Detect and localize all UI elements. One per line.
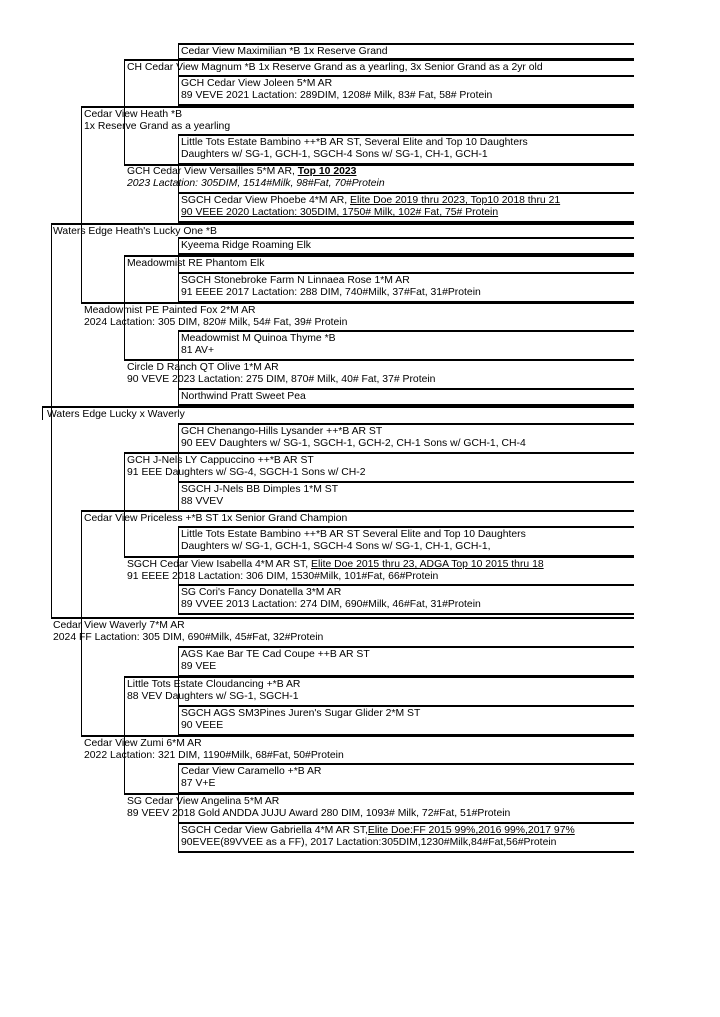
g4-line-16 [178,822,634,824]
g4-line-14 [178,705,634,707]
g4-info: 87 V+E [181,778,216,789]
g4-name: Little Tots Estate Bambino ++*B AR ST Several Elite and Top 10 Daughters [181,529,526,540]
g4-line-12b [178,613,634,615]
g4-line-3 [178,134,634,136]
dds-bracket [178,647,179,734]
g4-entry-6 [181,275,481,299]
g4-line-11 [178,526,634,528]
sss-entry [127,62,543,74]
ds-name: Cedar View Priceless +*B ST 1x Senior Grand Champion [84,513,348,524]
sire-name: Waters Edge Heath's Lucky One *B [53,226,217,237]
sds-line [124,255,634,257]
ssd-name: GCH Cedar View Versailles 5*M AR, [127,166,298,177]
g4-entry-4 [181,195,560,219]
g4-name: Cedar View Caramello +*B AR [181,766,322,777]
ds-line [81,510,634,512]
subject-tick [42,406,43,420]
g4-line-1 [178,43,634,45]
g4-name: GCH Cedar View Joleen 5*M AR [181,78,333,89]
dds-entry [127,679,300,703]
g4-entry-8 [181,391,306,403]
g4-info: Daughters w/ SG-1, GCH-1, SGCH-4 Sons w/ SG-1, CH-1, GCH-1 [181,149,488,160]
g4-line-4 [178,192,634,194]
sd-bracket [124,256,125,360]
g4-info: 88 VVEV [181,496,224,507]
dam-info: 2024 FF Lactation: 305 DIM, 690#Milk, 45#Fat, 32#Protein [53,632,324,643]
sss-name: CH Cedar View Magnum *B 1x Reserve Grand as a yearling, 3x Senior Grand as a 2yr old [127,62,543,73]
ss-line [81,106,634,108]
ss-entry [84,109,230,133]
g4-entry-11 [181,529,526,553]
g4-line-2 [178,75,634,77]
g4-name: SGCH J-Nels BB Dimples 1*M ST [181,484,339,495]
ssd-line [124,164,634,166]
ddd-bracket [178,764,179,851]
dd-info: 2022 Lactation: 321 DIM, 1190#Milk, 68#Fat, 50#Protein [84,750,344,761]
g4-name: SGCH AGS SM3Pines Juren's Sugar Glider 2*M ST [181,708,421,719]
sd-name: Meadowmist PE Painted Fox 2*M AR [84,305,256,316]
g4-name: AGS Kae Bar TE Cad Coupe ++B AR ST [181,649,370,660]
g4-line-15 [178,763,634,765]
g4-entry-5 [181,240,311,252]
g4-name: Kyeema Ridge Roaming Elk [181,240,311,251]
sdd-bracket [178,331,179,404]
ssd-info: 2023 Lactation: 305DIM, 1514#Milk, 98#Fat, 70#Protein [127,178,385,189]
g4-info: 89 VVEE 2013 Lactation: 274 DIM, 690#Milk, 46#Fat, 31#Protein [181,599,481,610]
sdd-name: Circle D Ranch QT Olive 1*M AR [127,362,279,373]
ddd-line [124,793,634,795]
g4-info: 91 EEEE 2017 Lactation: 288 DIM, 740#Milk, 37#Fat, 31#Protein [181,287,481,298]
subject-name: Waters Edge Lucky x Waverly [47,409,185,420]
dam-bracket [81,511,82,736]
sdd-line [124,359,634,361]
dsd-award: Elite Doe 2015 thru 23, ADGA Top 10 2015 thru 18 [311,559,544,570]
sds-bracket [178,238,179,301]
g4-line-16b [178,851,634,853]
g4-info: 90EVEE(89VVEE as a FF), 2017 Lactation:305DIM,1230#Milk,84#Fat,56#Protein [181,837,557,848]
g4-name: SG Cori's Fancy Donatella 3*M AR [181,587,342,598]
dsd-line [124,556,634,558]
g4-line-9 [178,423,634,425]
g4-line-5 [178,237,634,239]
g4-entry-12 [181,587,481,611]
g4-name: SGCH Cedar View Phoebe 4*M AR, [181,195,351,206]
g4-entry-7 [181,333,336,357]
dd-name: Cedar View Zumi 6*M AR [84,738,202,749]
ds-bracket [124,453,125,557]
sds-name: Meadowmist RE Phantom Elk [127,258,265,269]
dss-name: GCH J-Nels LY Cappuccino ++*B AR ST [127,455,314,466]
g4-info: 81 AV+ [181,345,215,356]
ssd-entry [127,166,385,190]
dds-line [124,676,634,678]
g4-entry-16 [181,825,575,849]
subject-bracket [51,224,52,618]
g4-entry-14 [181,708,420,732]
sss-bracket [178,44,179,104]
sire-bracket [81,107,82,303]
dd-line [81,735,634,737]
g4-line-8 [178,388,634,390]
dsd-bracket [178,527,179,613]
ddd-name: SG Cedar View Angelina 5*M AR [127,796,280,807]
subject-entry [47,409,185,421]
g4-line-10 [178,481,634,483]
g4-name: GCH Chenango-Hills Lysander ++*B AR ST [181,426,383,437]
dss-info: 91 EEE Daughters w/ SG-4, SGCH-1 Sons w/ CH-2 [127,467,366,478]
dss-bracket [178,424,179,510]
g4-name: SGCH Cedar View Gabriella 4*M AR ST, [181,825,368,836]
dd-bracket [124,677,125,794]
dd-entry [84,738,344,762]
g4-line-7 [178,330,634,332]
g4-info: 89 VEE [181,661,217,672]
g4-name: Cedar View Maximilian *B 1x Reserve Grand [181,46,388,57]
sire-entry [53,226,217,238]
g4-entry-9 [181,426,526,450]
dam-line [51,617,634,619]
g4-award: Elite Doe:FF 2015 99%,2016 99%,2017 97% [367,825,575,836]
dss-entry [127,455,366,479]
g4-entry-2 [181,78,492,102]
dsd-info: 91 EEEE 2018 Lactation: 306 DIM, 1530#Milk, 101#Fat, 66#Protein [127,571,439,582]
g4-line-13 [178,646,634,648]
ssd-bracket [178,135,179,221]
g4-info: 90 VEEE [181,720,224,731]
dsd-name: SGCH Cedar View Isabella 4*M AR ST, [127,559,312,570]
g4-entry-13 [181,649,370,673]
sd-info: 2024 Lactation: 305 DIM, 820# Milk, 54# Fat, 39# Protein [84,317,348,328]
sss-line [124,59,634,61]
sdd-entry [127,362,435,386]
ddd-info: 89 VEEV 2018 Gold ANDDA JUJU Award 280 DIM, 1093# Milk, 72#Fat, 51#Protein [127,808,511,819]
g4-info: 89 VEVE 2021 Lactation: 289DIM, 1208# Milk, 83# Fat, 58# Protein [181,90,493,101]
ss-name: Cedar View Heath *B [84,109,182,120]
dds-info: 88 VEV Daughters w/ SG-1, SGCH-1 [127,691,299,702]
ddd-entry [127,796,510,820]
g4-line-12 [178,584,634,586]
g4-line-6 [178,272,634,274]
ss-info: 1x Reserve Grand as a yearling [84,121,231,132]
g4-award: Elite Doe 2019 thru 2023, Top10 2018 thru 21 [350,195,561,206]
sire-line [51,223,634,225]
subject-line [42,406,634,408]
g4-name: Little Tots Estate Bambino ++*B AR ST, Several Elite and Top 10 Daughters [181,137,528,148]
g4-name: Northwind Pratt Sweet Pea [181,391,306,402]
dam-entry [53,620,323,644]
ss-bracket [124,60,125,164]
g4-info: Daughters w/ SG-1, GCH-1, SGCH-4 Sons w/ SG-1, CH-1, GCH-1, [181,541,491,552]
g4-entry-10 [181,484,338,508]
dsd-entry [127,559,544,583]
dss-line [124,452,634,454]
sds-entry [127,258,264,270]
dds-name: Little Tots Estate Cloudancing +*B AR [127,679,301,690]
g4-name: Meadowmist M Quinoa Thyme *B [181,333,336,344]
dam-name: Cedar View Waverly 7*M AR [53,620,185,631]
sdd-info: 90 VEVE 2023 Lactation: 275 DIM, 870# Milk, 40# Fat, 37# Protein [127,374,436,385]
g4-info: 90 VEEE 2020 Lactation: 305DIM, 1750# Milk, 102# Fat, 75# Protein [181,207,499,218]
sd-line [81,302,634,304]
g4-info: 90 EEV Daughters w/ SG-1, SGCH-1, GCH-2, CH-1 Sons w/ GCH-1, CH-4 [181,438,526,449]
ssd-award: Top 10 2023 [297,166,357,177]
g4-entry-1 [181,46,388,58]
g4-name: SGCH Stonebroke Farm N Linnaea Rose 1*M AR [181,275,410,286]
g4-entry-3 [181,137,528,161]
g4-entry-15 [181,766,321,790]
